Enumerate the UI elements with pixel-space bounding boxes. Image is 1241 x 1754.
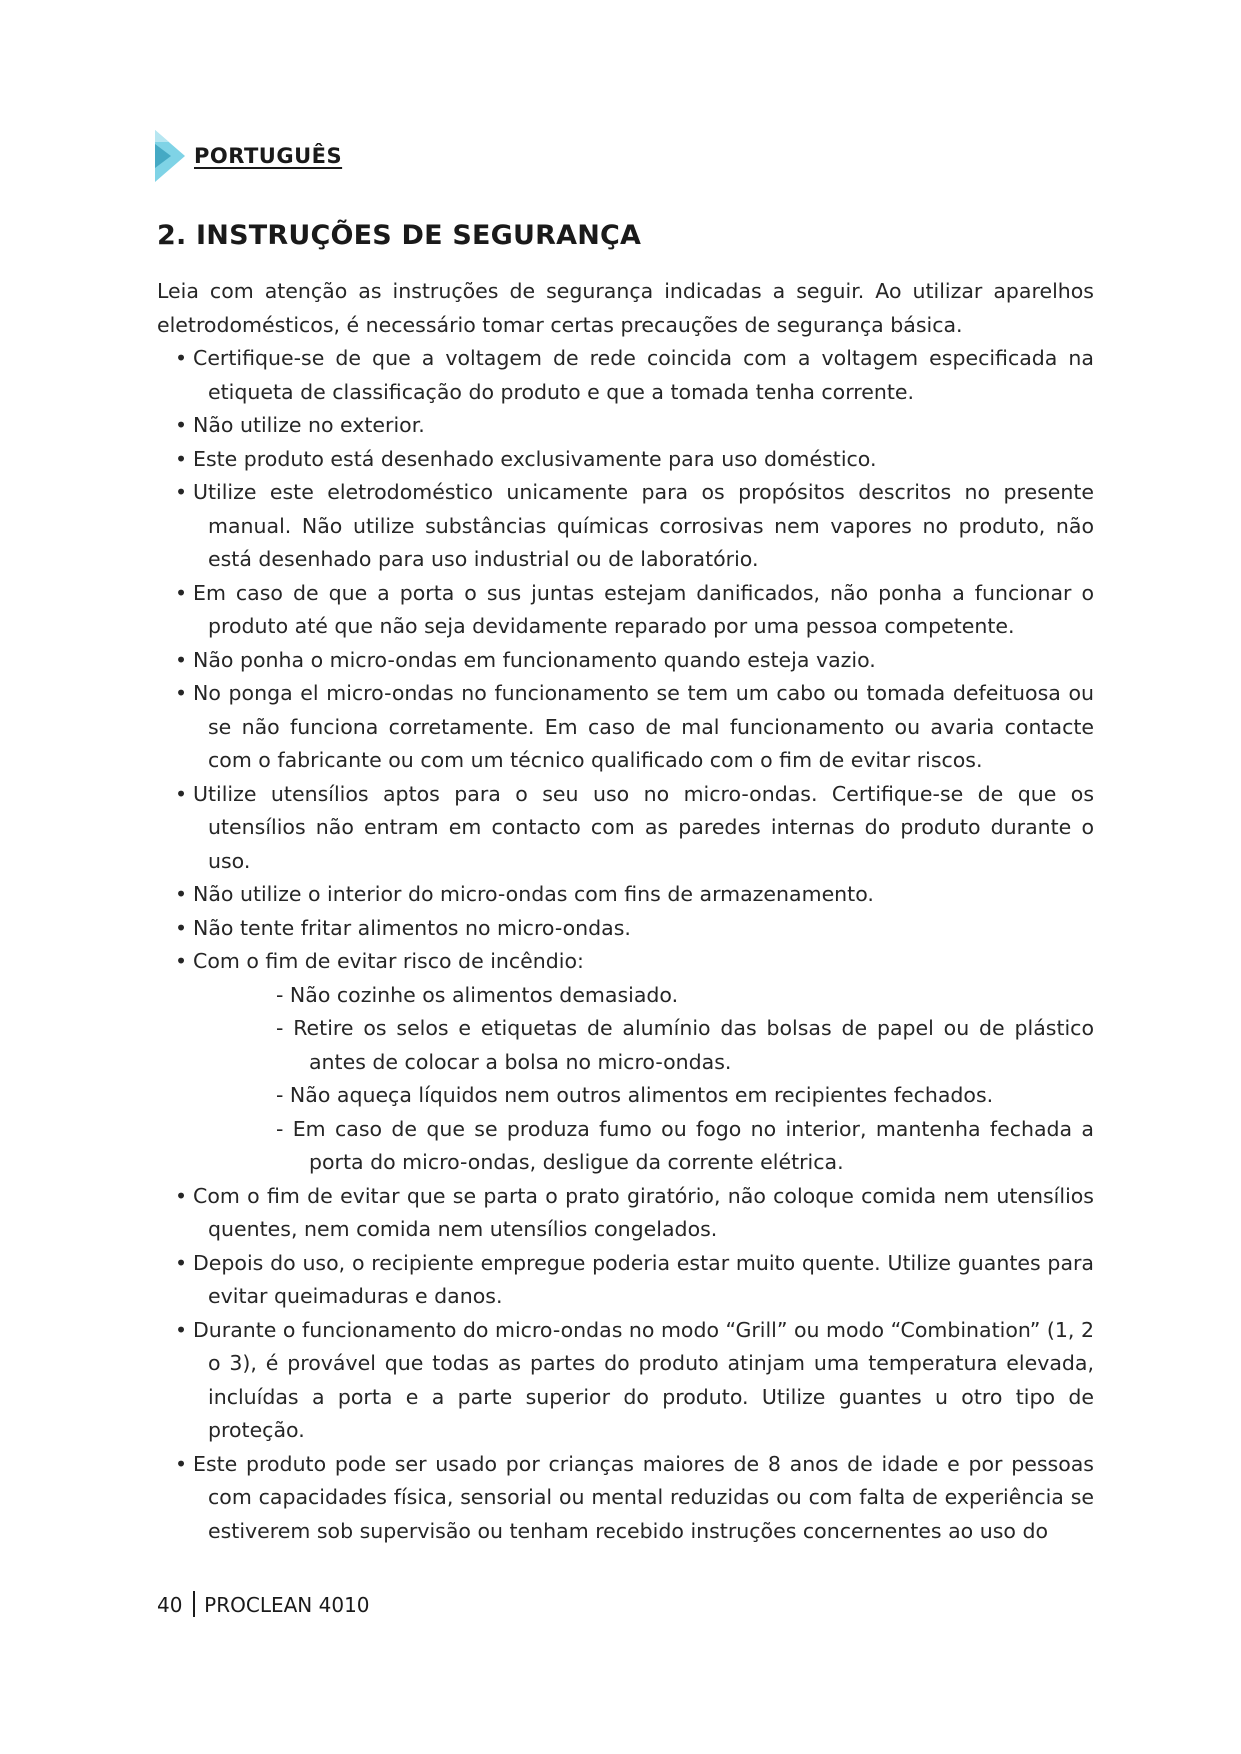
list-item: • Não ponha o micro-ondas em funcionamento quando esteja vazio.: [157, 644, 1094, 678]
list-item: • Em caso de que a porta o sus juntas estejam danificados, não ponha a funcionar o produto até que não seja devidamente reparado por uma pessoa competente.: [157, 577, 1094, 644]
footer-divider: [193, 1591, 195, 1617]
list-item-fire-risk: • Com o fim de evitar risco de incêndio: - Não cozinhe os alimentos demasiado. - Retire os selos e etiquetas de alumínio das bolsas de papel ou de plástico antes de colocar a bolsa no micro-ondas. - Não aqueça líquidos nem outros alimentos em recipientes fechados. - Em caso de que se produza fumo ou fogo no interior, mantenha fechada a porta do micro-ondas, desligue da corrente elétrica.: [157, 945, 1094, 1180]
list-item: • Com o fim de evitar que se parta o prato giratório, não coloque comida nem utensílios quentes, nem comida nem utensílios congelados.: [157, 1180, 1094, 1247]
list-item: • Não utilize no exterior.: [157, 409, 1094, 443]
list-item: • Não tente fritar alimentos no micro-ondas.: [157, 912, 1094, 946]
sublist-item: - Retire os selos e etiquetas de alumínio das bolsas de papel ou de plástico antes de colocar a bolsa no micro-ondas.: [208, 1012, 1094, 1079]
page-number: 40: [157, 1593, 183, 1617]
product-name: PROCLEAN 4010: [204, 1593, 370, 1617]
list-item: • Utilize este eletrodoméstico unicamente para os propósitos descritos no presente manual. Não utilize substâncias químicas corrosivas nem vapores no produto, não está desenhado para uso industrial ou de laboratório.: [157, 476, 1094, 577]
page-body: [157, 275, 1094, 1548]
page-footer: [157, 1591, 370, 1617]
list-item: • Certifique-se de que a voltagem de rede coincida com a voltagem especificada na etiqueta de classificação do produto e que a tomada tenha corrente.: [157, 342, 1094, 409]
fire-risk-sublist: [208, 979, 1094, 1180]
sublist-item: - Não aqueça líquidos nem outros alimentos em recipientes fechados.: [208, 1079, 1094, 1113]
sublist-item: - Em caso de que se produza fumo ou fogo no interior, mantenha fechada a porta do micro-ondas, desligue da corrente elétrica.: [208, 1113, 1094, 1180]
chevron-arrow-icon: [155, 130, 185, 182]
section-title: 2. INSTRUÇÕES DE SEGURANÇA: [157, 220, 642, 251]
intro-paragraph: Leia com atenção as instruções de segurança indicadas a seguir. Ao utilizar aparelhos eletrodomésticos, é necessário tomar certas precauções de segurança básica.: [157, 279, 1094, 337]
list-item: • Utilize utensílios aptos para o seu uso no micro-ondas. Certifique-se de que os utensílios não entram em contacto com as paredes internas do produto durante o uso.: [157, 778, 1094, 879]
list-item: • No ponga el micro-ondas no funcionamento se tem um cabo ou tomada defeituosa ou se não funciona corretamente. Em caso de mal funcionamento ou avaria contacte com o fabricante ou com um técnico qualificado com o fim de evitar riscos.: [157, 677, 1094, 778]
list-item: • Depois do uso, o recipiente empregue poderia estar muito quente. Utilize guantes para evitar queimaduras e danos.: [157, 1247, 1094, 1314]
list-item: • Este produto está desenhado exclusivamente para uso doméstico.: [157, 443, 1094, 477]
language-label: PORTUGUÊS: [194, 144, 343, 168]
safety-list: [157, 342, 1094, 1548]
list-item: • Este produto pode ser usado por crianças maiores de 8 anos de idade e por pessoas com capacidades física, sensorial ou mental reduzidas ou com falta de experiência se estiverem sob supervisão ou tenham recebido instruções concernentes ao uso do: [157, 1448, 1094, 1549]
list-item: • Não utilize o interior do micro-ondas com fins de armazenamento.: [157, 878, 1094, 912]
sublist-item: - Não cozinhe os alimentos demasiado.: [208, 979, 1094, 1013]
list-item: • Durante o funcionamento do micro-ondas no modo “Grill” ou modo “Combination” (1, 2 o 3), é provável que todas as partes do produto atinjam uma temperatura elevada, incluídas a porta e a parte superior do produto. Utilize guantes u otro tipo de proteção.: [157, 1314, 1094, 1448]
